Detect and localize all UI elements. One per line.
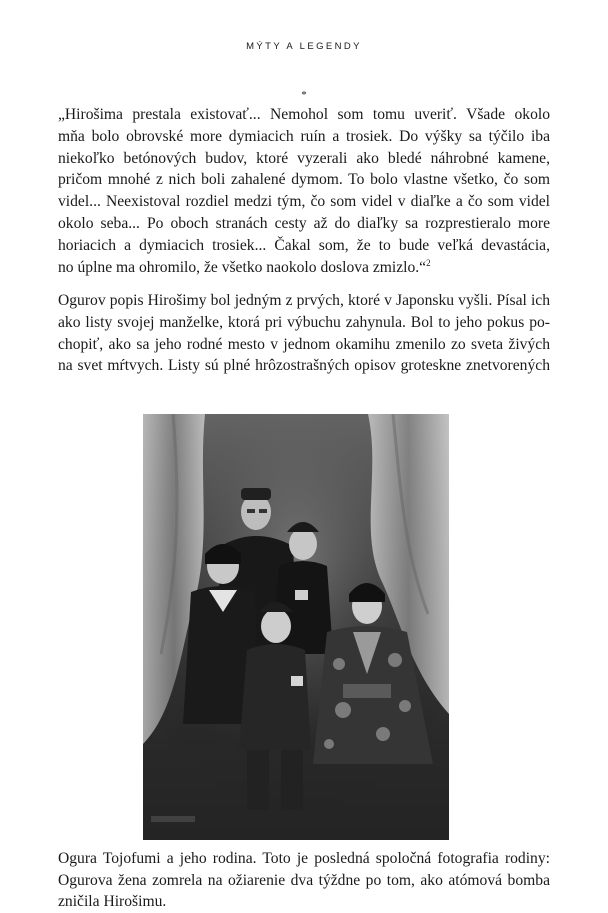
quote-line [58, 257, 550, 279]
body-paragraph [58, 290, 550, 377]
photo-caption [58, 848, 550, 913]
section-ornament: * [301, 89, 307, 101]
quote-line: „Hirošima prestala existovať... Nemohol som tomu uveriť. Všade okolo [58, 106, 550, 123]
body-line: na svet mŕtvych. Listy sú plné hrôzostrašných opisov groteskne znetvorených [58, 357, 550, 375]
quote-line: niekoľko betónových budov, ktoré vyzerali ako bledé náhrobné kamene, [58, 149, 550, 167]
quote-line: videl... Neexistoval rozdiel medzi tým, čo som videl v diaľke a čo som videl [58, 193, 550, 211]
quote-line: horiacich a dymiacich trosiek... Čakal som, že to bude veľká devastácia, [58, 236, 550, 254]
caption-line: Ogurova žena zomrela na ožiarenie dva týždne po tom, ako atómová bomba [58, 871, 550, 889]
quote-line: okolo seba... Po oboch stranách cesty až do diaľky sa rozprestieralo more [58, 214, 550, 232]
footnote-marker: 2 [426, 257, 431, 268]
running-head: MÝTY A LEGENDY [246, 41, 362, 52]
caption-line: zničila Hirošimu. [58, 893, 167, 910]
quote-last-text: no úplne ma ohromilo, že všetko naokolo doslova zmizlo.“ [58, 258, 427, 276]
body-line: chopiť, ako sa jeho rodné mesto v jednom okamihu zmenilo zo sveta živých [58, 335, 550, 353]
body-line: Ogurov popis Hirošimy bol jedným z prvých, ktoré v Japonsku vyšli. Písal ich [58, 292, 550, 309]
family-photo [143, 414, 449, 840]
body-line: ako listy svojej manželke, ktorá pri výbuchu zahynula. Bol to jeho pokus po- [58, 313, 550, 331]
quote-line: mňa bolo obrovské more dymiacich ruín a trosiek. Do výšky sa týčilo iba [58, 127, 550, 145]
caption-line: Ogura Tojofumi a jeho rodina. Toto je posledná spoločná fotografia rodiny: [58, 850, 550, 867]
quote-paragraph [58, 104, 550, 278]
quote-line: pričom mnohé z nich boli zahalené dymom. To bolo vlastne všetko, čo som [58, 171, 550, 189]
